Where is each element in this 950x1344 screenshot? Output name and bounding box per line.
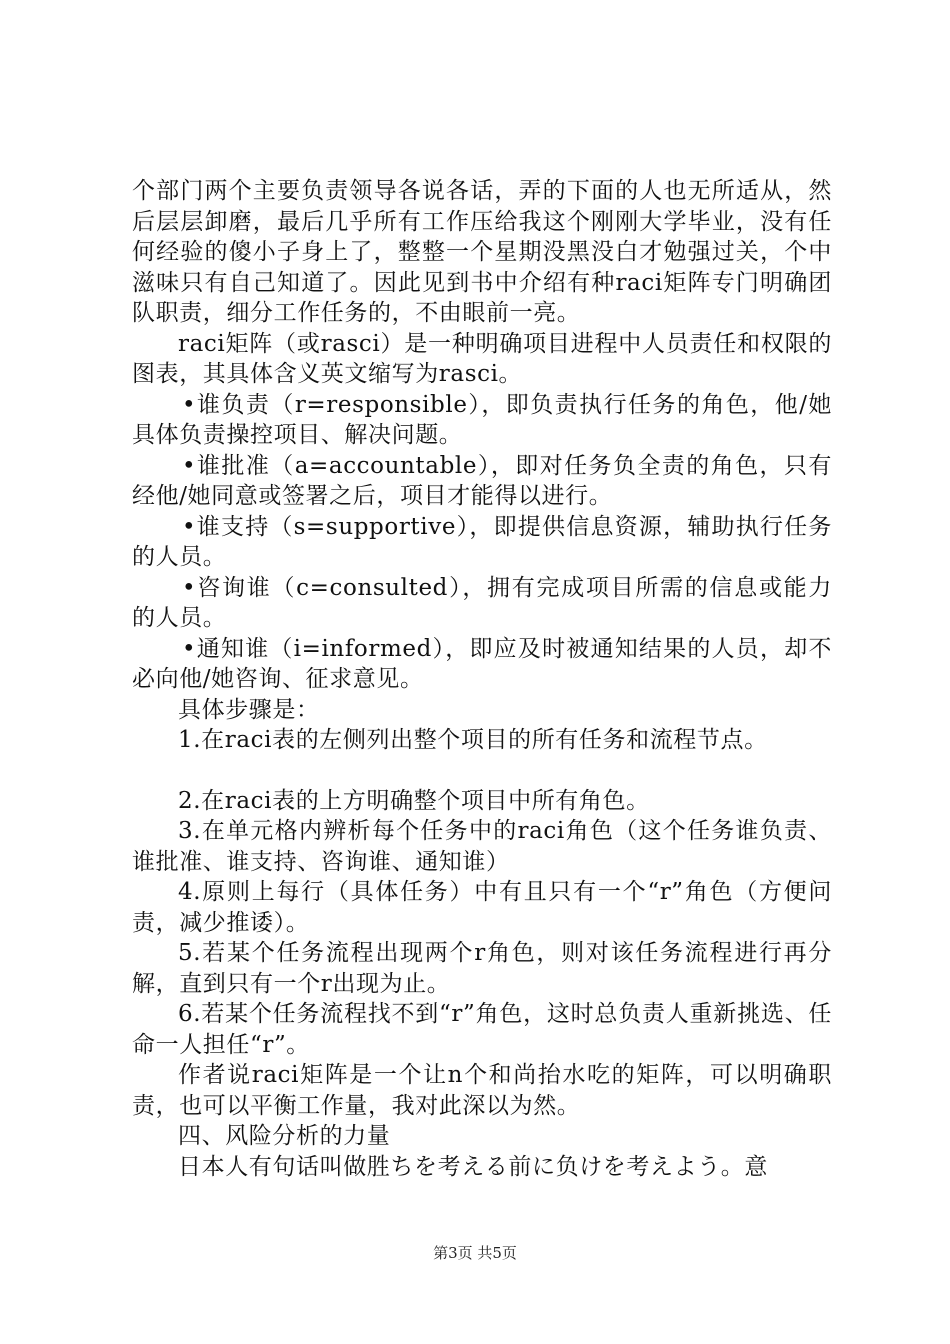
paragraph-steps-heading: 具体步骤是： <box>178 696 320 723</box>
step-1: 1.在raci表的左侧列出整个项目的所有任务和流程节点。 <box>178 727 768 753</box>
paragraph-intro-continued: 个部门两个主要负责领导各说各话，弄的下面的人也无所适从，然后层层卸磨，最后几乎所有工作压给我这个刚刚大学毕业，没有任何经验的傻小子身上了，整整一个星期没黑没白才勉强过关，个中滋味只有自己知道了。因此见到书中介绍有种raci矩阵专门明确团队职责，细分工作任务的，不由眼前一亮。 <box>132 178 832 326</box>
bullet-responsible: •谁负责（r=responsible），即负责执行任务的角色，他/她具体负责操控项目、解决问题。 <box>132 391 832 448</box>
document-body <box>132 176 832 1182</box>
paragraph-raci-definition: raci矩阵（或rasci）是一种明确项目进程中人员责任和权限的图表，其具体含义英文缩写为rasci。 <box>132 330 832 387</box>
bullet-informed: •通知谁（i=informed），即应及时被通知结果的人员，却不必向他/她咨询、征求意见。 <box>132 635 832 692</box>
page-number-label: 第3页 共5页 <box>433 1244 517 1262</box>
paragraph-japanese-saying: 日本人有句话叫做胜ちを考える前に负けを考えよう。意 <box>178 1153 768 1180</box>
step-3: 3.在单元格内辨析每个任务中的raci角色（这个任务谁负责、谁批准、谁支持、咨询谁、通知谁） <box>132 818 832 875</box>
step-4: 4.原则上每行（具体任务）中有且只有一个“r”角色（方便问责，减少推诿）。 <box>132 879 832 936</box>
step-6: 6.若某个任务流程找不到“r”角色，这时总负责人重新挑选、任命一人担任“r”。 <box>132 1001 832 1058</box>
bullet-accountable: •谁批准（a=accountable），即对任务负全责的角色，只有经他/她同意或签署之后，项目才能得以进行。 <box>132 452 832 509</box>
step-2: 2.在raci表的上方明确整个项目中所有角色。 <box>178 787 650 814</box>
paragraph-author-comment: 作者说raci矩阵是一个让n个和尚抬水吃的矩阵，可以明确职责，也可以平衡工作量，我对此深以为然。 <box>132 1062 832 1119</box>
bullet-consulted: •咨询谁（c=consulted），拥有完成项目所需的信息或能力的人员。 <box>132 574 832 631</box>
step-5: 5.若某个任务流程出现两个r角色，则对该任务流程进行再分解，直到只有一个r出现为止。 <box>132 940 832 997</box>
page-footer <box>0 1243 950 1263</box>
section-heading-risk-analysis: 四、风险分析的力量 <box>178 1123 391 1149</box>
bullet-supportive: •谁支持（s=supportive），即提供信息资源，辅助执行任务的人员。 <box>132 513 832 570</box>
